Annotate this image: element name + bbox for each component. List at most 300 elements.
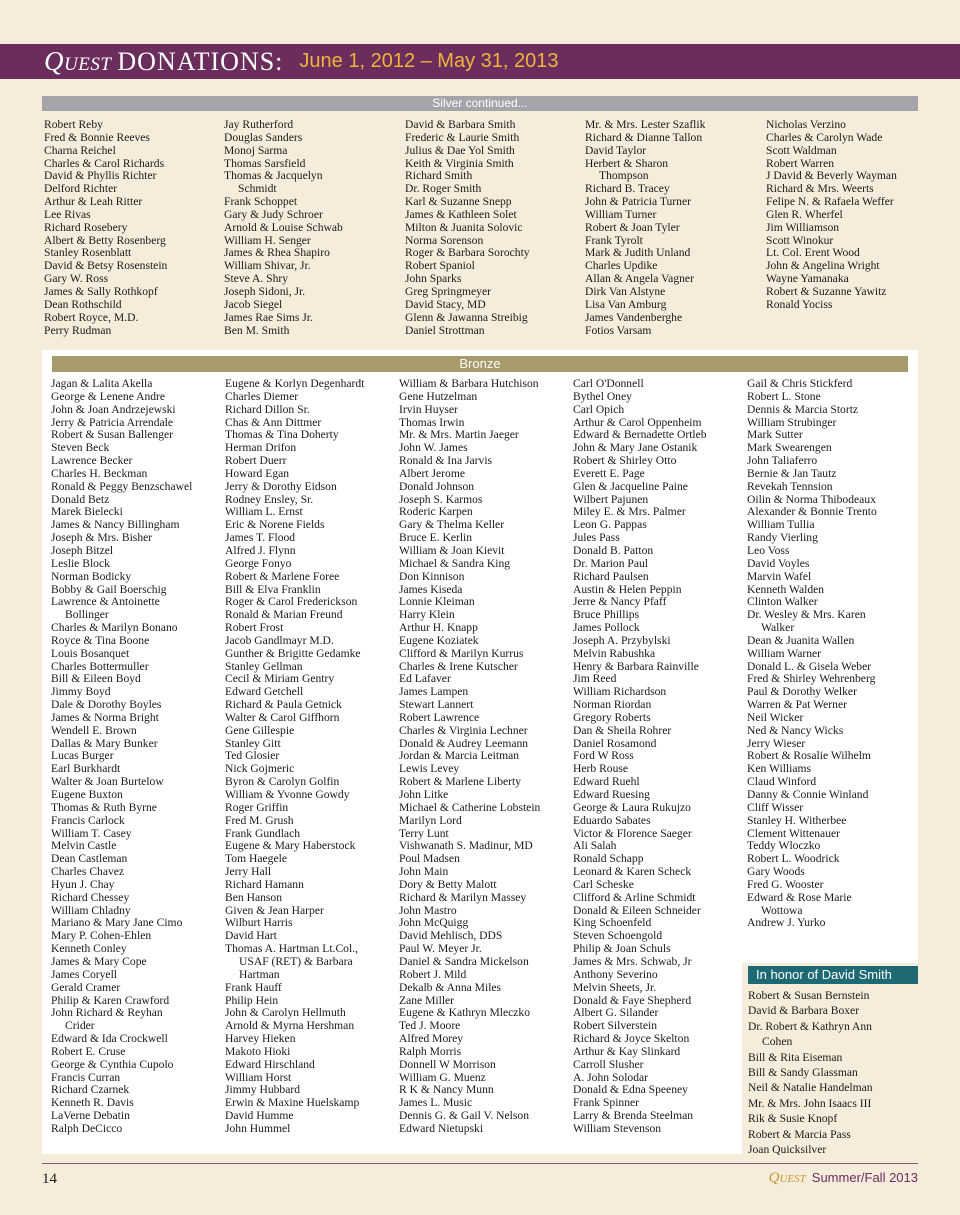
donor-name: William Strubinger	[747, 415, 837, 429]
donor-name: Dr. Robert & Kathryn Ann	[748, 1019, 872, 1033]
donor-name: Eugene Koziatek	[399, 633, 479, 647]
donor-name: Zane Miller	[399, 993, 455, 1007]
donor-name: Charles Updike	[585, 259, 658, 273]
donor-name: Harry Klein	[399, 608, 455, 622]
donor-name: Arnold & Louise Schwab	[224, 220, 343, 234]
donor-name: Fred & Bonnie Reeves	[44, 130, 150, 144]
donor-name: David & Betsy Rosenstein	[44, 259, 168, 273]
donor-name: Dr. Marion Paul	[573, 556, 649, 570]
donor-name: Victor & Florence Saeger	[573, 826, 692, 840]
donor-name: Ralph DeCicco	[51, 1121, 123, 1135]
donor-name: Greg Springmeyer	[405, 284, 491, 298]
donor-name: Jacob Siegel	[224, 297, 283, 311]
donor-name: Marilyn Lord	[399, 813, 462, 827]
header-title: DONATIONS:	[117, 46, 284, 76]
bronze-column-1	[51, 378, 192, 1136]
donor-name: Monoj Sarma	[224, 143, 288, 157]
donor-name: Dr. Roger Smith	[405, 182, 482, 196]
donor-name: Richard & Dianne Tallon	[585, 130, 703, 144]
donor-name: Frank Spinner	[573, 1096, 640, 1110]
donor-name: Charles Diemer	[225, 389, 299, 403]
donor-name: Walter & Joan Burtelow	[51, 775, 164, 789]
donor-name: Eugene & Kathryn Mleczko	[399, 1006, 531, 1020]
donor-name: Miley E. & Mrs. Palmer	[573, 505, 686, 519]
donor-name: Scott Winokur	[766, 233, 834, 247]
donor-name: Norma Sorenson	[405, 233, 484, 247]
donor-name: Richard Smith	[405, 169, 473, 183]
donor-name: Julius & Dae Yol Smith	[405, 143, 515, 157]
donor-name: James Vandenberghe	[585, 310, 683, 324]
donor-name: Steve A. Shry	[224, 272, 289, 286]
donor-name: Charles & Carolyn Wade	[766, 130, 883, 144]
donor-name: Jay Rutherford	[224, 118, 294, 131]
donor-name: Edward & Ida Crockwell	[51, 1032, 168, 1046]
donor-name: Mark Swearengen	[747, 441, 832, 455]
donor-name: Edward Hirschland	[225, 1057, 315, 1071]
donor-name: Vishwanath S. Madinur, MD	[399, 839, 533, 853]
donor-name: Robert Frost	[225, 621, 284, 635]
donor-name: Bill & Eileen Boyd	[51, 672, 141, 686]
donor-name: John & Angelina Wright	[766, 259, 880, 273]
donor-name: John Litke	[399, 788, 449, 801]
donor-name: Walter & Carol Giffhorn	[225, 710, 340, 724]
donor-name: Eugene & Mary Haberstock	[225, 839, 356, 853]
donor-name: Neil Wicker	[747, 710, 804, 724]
donor-name: Fred G. Wooster	[747, 877, 824, 891]
donor-name: Gunther & Brigitte Gedamke	[225, 646, 361, 660]
donor-name: Mark & Judith Unland	[585, 246, 691, 260]
donor-name: Lisa Van Amburg	[585, 297, 667, 311]
donor-name: Eduardo Sabates	[573, 813, 651, 827]
donor-name: Austin & Helen Peppin	[573, 582, 682, 596]
donor-name: Richard Rosebery	[44, 220, 128, 234]
donor-name: Charles & Marilyn Bonano	[51, 621, 178, 635]
donor-name: Melvin Rabushka	[573, 646, 656, 660]
donor-name: Richard Dillon Sr.	[225, 402, 310, 416]
donor-name: Robert Duerr	[225, 454, 287, 468]
donor-name: Dr. Wesley & Mrs. Karen	[747, 608, 866, 622]
donor-name: William H. Senger	[224, 233, 311, 247]
donor-name: Milton & Juanita Solovic	[405, 220, 523, 234]
donor-name: Eugene Buxton	[51, 788, 123, 801]
bronze-column-4	[573, 378, 707, 1136]
honor-list	[748, 988, 873, 1157]
donor-name: Leon G. Pappas	[573, 518, 647, 532]
donor-name: Royce & Tina Boone	[51, 633, 150, 647]
donor-name: Andrew J. Yurko	[747, 916, 826, 930]
donor-name: Harvey Hieken	[225, 1032, 296, 1046]
donor-name: Melvin Sheets, Jr.	[573, 980, 657, 994]
donor-name: David Mehlisch, DDS	[399, 929, 503, 943]
donor-name: Revekah Tennsion	[747, 479, 833, 493]
donor-name: Hartman	[239, 967, 280, 981]
donor-name: Dennis G. & Gail V. Nelson	[399, 1109, 529, 1123]
donor-name: James & Sally Rothkopf	[44, 284, 158, 298]
donor-name: Joseph A. Przybylski	[573, 633, 671, 647]
donor-name: Mr. & Mrs. Martin Jaeger	[399, 428, 519, 442]
donor-name: Ronald Yociss	[766, 297, 833, 311]
donor-name: Stanley Gitt	[225, 736, 281, 750]
donor-name: John & Mary Jane Ostanik	[573, 441, 698, 455]
donor-name: Thomas & Tina Doherty	[225, 428, 339, 442]
donor-name: Allan & Angela Vagner	[585, 272, 694, 286]
donor-name: David Hart	[225, 929, 277, 943]
donor-name: Thomas & Jacquelyn	[224, 169, 323, 183]
donor-name: A. John Solodar	[573, 1070, 649, 1084]
donor-name: Robert & Marlene Liberty	[399, 775, 522, 789]
donor-name: Jacob Gandlmayr M.D.	[225, 633, 334, 647]
donor-name: Crider	[65, 1019, 95, 1033]
donor-name: James L. Music	[399, 1096, 473, 1110]
donor-name: Neil & Natalie Handelman	[748, 1081, 873, 1095]
donor-name: Donald Johnson	[399, 479, 475, 493]
donor-name: Gerald Cramer	[51, 980, 121, 994]
donor-name: Robert L. Woodrick	[747, 852, 840, 866]
footer-issue	[769, 1170, 918, 1187]
donor-name: John Richard & Reyhan	[51, 1006, 163, 1020]
donor-name: Edward Getchell	[225, 685, 304, 699]
donor-name: Claud Winford	[747, 775, 817, 789]
bronze-section-bar: Bronze	[52, 356, 908, 372]
donor-name: Clifford & Marilyn Kurrus	[399, 646, 524, 660]
donor-name: John Hummel	[225, 1121, 291, 1135]
donor-name: Richard & Mrs. Weerts	[766, 182, 874, 196]
donor-name: Alfred J. Flynn	[225, 543, 296, 557]
donor-name: Bill & Sandy Glassman	[748, 1066, 858, 1080]
donor-name: William Stevenson	[573, 1121, 662, 1135]
donor-name: Dan & Sheila Rohrer	[573, 723, 672, 737]
donor-name: Byron & Carolyn Golfin	[225, 775, 340, 789]
donor-name: Larry & Brenda Steelman	[573, 1109, 694, 1123]
donor-name: James Kiseda	[399, 582, 463, 596]
donor-name: John Mastro	[399, 903, 457, 917]
donor-name: James & Rhea Shapiro	[224, 246, 330, 260]
donor-name: Dory & Betty Malott	[399, 877, 497, 891]
donor-name: Felipe N. & Rafaela Weffer	[766, 195, 894, 209]
donor-name: Daniel & Sandra Mickelson	[399, 954, 529, 968]
silver-column-1	[44, 119, 167, 337]
donor-name: Gary Woods	[747, 865, 805, 879]
page-header	[0, 44, 960, 79]
donor-name: David & Phyllis Richter	[44, 169, 157, 183]
donor-name: David Stacy, MD	[405, 297, 486, 311]
donor-name: Alexander & Bonnie Trento	[747, 505, 877, 519]
donor-name: John W. James	[399, 441, 468, 455]
donor-name: Stewart Lannert	[399, 698, 474, 712]
donor-name: Gary & Thelma Keller	[399, 518, 505, 532]
donor-name: Ronald Schapp	[573, 852, 644, 866]
donor-name: Clinton Walker	[747, 595, 818, 609]
donor-name: William Horst	[225, 1070, 292, 1084]
donor-name: Thompson	[599, 169, 649, 183]
header-dates: June 1, 2012 – May 31, 2013	[299, 50, 559, 72]
donor-name: Joseph S. Karmos	[399, 492, 483, 506]
donor-name: Robert & Marcia Pass	[748, 1127, 851, 1141]
donor-name: Robert & Suzanne Yawitz	[766, 284, 887, 298]
donor-name: Warren & Pat Werner	[747, 698, 847, 712]
donor-name: USAF (RET) & Barbara	[239, 954, 353, 968]
donor-name: Ford W Ross	[573, 749, 634, 763]
donor-name: Dirk Van Alstyne	[585, 284, 666, 298]
donor-name: Leo Voss	[747, 543, 790, 557]
donor-name: Hyun J. Chay	[51, 877, 115, 891]
donor-name: Roger Griffin	[225, 800, 289, 814]
donor-name: James & Nancy Billingham	[51, 518, 180, 532]
donor-name: William & Joan Kievit	[399, 543, 505, 557]
silver-column-5	[766, 119, 897, 312]
donor-name: Dean Castleman	[51, 852, 128, 866]
donor-name: Alfred Morey	[399, 1032, 464, 1046]
donor-name: Dean & Juanita Wallen	[747, 633, 855, 647]
donor-name: Don Kinnison	[399, 569, 465, 583]
donor-name: Richard Hamann	[225, 877, 304, 891]
donor-name: Ronald & Peggy Benzschawel	[51, 479, 193, 493]
donor-name: Edward & Bernadette Ortleb	[573, 428, 707, 442]
donor-name: Ali Salah	[573, 839, 617, 853]
donor-name: Nicholas Verzino	[766, 118, 846, 131]
bronze-column-2	[225, 378, 364, 1136]
donor-name: R K & Nancy Munn	[399, 1083, 494, 1097]
page-number: 14	[42, 1171, 57, 1187]
donor-name: Earl Burkhardt	[51, 762, 121, 776]
donor-name: Robert Spaniol	[405, 259, 475, 273]
donor-name: John & Joan Andrzejewski	[51, 402, 176, 416]
donor-name: George & Lenene Andre	[51, 389, 166, 403]
donor-name: Clement Wittenauer	[747, 826, 841, 840]
donor-name: Richard & Marilyn Massey	[399, 890, 527, 904]
donor-name: Lt. Col. Erent Wood	[766, 246, 860, 260]
donor-name: Edward Ruesing	[573, 788, 650, 801]
footer-brand: Quest	[768, 1170, 806, 1186]
donor-name: John & Carolyn Hellmuth	[225, 1006, 346, 1020]
donor-name: Daniel Strottman	[405, 323, 485, 337]
donor-name: Robert E. Cruse	[51, 1044, 126, 1058]
donor-name: Fotios Varsam	[585, 323, 652, 337]
donor-name: William Richardson	[573, 685, 667, 699]
donor-name: Robert J. Mild	[399, 967, 467, 981]
donor-name: Leonard & Karen Scheck	[573, 865, 692, 879]
donor-name: Ronald & Marian Freund	[225, 608, 343, 622]
donor-name: Jimmy Boyd	[51, 685, 111, 699]
donor-name: Arthur & Leah Ritter	[44, 195, 143, 209]
donor-name: Mary P. Cohen-Ehlen	[51, 929, 152, 943]
donor-name: Robert Warren	[766, 156, 835, 170]
donor-name: Ted J. Moore	[399, 1019, 461, 1033]
donor-name: William Shivar, Jr.	[224, 259, 311, 273]
donor-name: John Main	[399, 865, 449, 879]
donor-name: Francis Carlock	[51, 813, 125, 827]
donor-name: Bill & Rita Eiseman	[748, 1050, 843, 1064]
donor-name: Robert Royce, M.D.	[44, 310, 139, 324]
donor-name: Jerry & Patricia Arrendale	[51, 415, 174, 429]
donor-name: Jordan & Marcia Leitman	[399, 749, 520, 763]
donor-name: Fred M. Grush	[225, 813, 294, 827]
donor-name: Bruce E. Kerlin	[399, 531, 473, 545]
donor-name: Norman Bodicky	[51, 569, 132, 583]
donor-name: Danny & Connie Winland	[747, 788, 869, 801]
donor-name: Tom Haegele	[225, 852, 287, 866]
donor-name: Jagan & Lalita Akella	[51, 377, 153, 390]
donor-name: Edward Ruehl	[573, 775, 640, 789]
donor-name: Charna Reichel	[44, 143, 116, 157]
donor-name: Cohen	[762, 1035, 793, 1049]
donor-name: Dekalb & Anna Miles	[399, 980, 502, 994]
donor-name: Donald & Audrey Leemann	[399, 736, 529, 750]
donor-name: Scott Waldman	[766, 143, 837, 157]
donor-name: Carroll Slusher	[573, 1057, 644, 1071]
donor-name: Carl O'Donnell	[573, 377, 644, 390]
donor-name: Robert Silverstein	[573, 1019, 658, 1033]
donor-name: Makoto Hioki	[225, 1044, 291, 1058]
donor-name: Dallas & Mary Bunker	[51, 736, 158, 750]
donor-name: Keith & Virginia Smith	[405, 156, 514, 170]
donor-name: Dennis & Marcia Stortz	[747, 402, 859, 416]
donor-name: Steven Beck	[51, 441, 110, 455]
donor-name: Ben Hanson	[225, 890, 282, 904]
donor-name: William L. Ernst	[225, 505, 303, 519]
donor-name: Donald Betz	[51, 492, 110, 506]
donor-name: Thomas Sarsfield	[224, 156, 306, 170]
donor-name: James Lampen	[399, 685, 469, 699]
donor-name: John Sparks	[405, 272, 462, 286]
donor-name: Jerre & Nancy Pfaff	[573, 595, 667, 609]
donor-name: Clifford & Arline Schmidt	[573, 890, 696, 904]
donor-name: Gene Hutzelman	[399, 389, 478, 403]
donor-name: Mr. & Mrs. John Isaacs III	[748, 1096, 872, 1110]
donor-name: Lee Rivas	[44, 207, 91, 221]
donor-name: King Schoenfeld	[573, 916, 652, 930]
donor-name: Charles Bottermuller	[51, 659, 149, 673]
bronze-column-3	[399, 378, 540, 1136]
donor-name: Donnell W Morrison	[399, 1057, 496, 1071]
donor-name: Carl Opich	[573, 402, 625, 416]
donor-name: Everett E. Page	[573, 466, 645, 480]
donor-name: William Turner	[585, 207, 657, 221]
donor-name: Ben M. Smith	[224, 323, 290, 337]
donor-name: Daniel Rosamond	[573, 736, 657, 750]
donor-name: Walker	[761, 621, 795, 635]
donor-name: Frank Schoppet	[224, 195, 298, 209]
donor-name: Schmidt	[238, 182, 277, 196]
donor-name: Steven Schoengold	[573, 929, 663, 943]
silver-column-3	[405, 119, 530, 337]
donor-name: Wilburt Harris	[225, 916, 293, 930]
donor-name: Bollinger	[65, 608, 109, 622]
donor-name: Rik & Susie Knopf	[748, 1112, 838, 1126]
donor-name: Bill & Elva Franklin	[225, 582, 321, 596]
donor-name: Robert & Marlene Foree	[225, 569, 340, 583]
donor-name: Ken Williams	[747, 762, 812, 776]
donor-name: Arthur H. Knapp	[399, 621, 478, 635]
silver-column-2	[224, 119, 343, 337]
donor-name: Stanley Rosenblatt	[44, 246, 132, 260]
donor-name: Norman Riordan	[573, 698, 652, 712]
donor-name: Albert & Betty Rosenberg	[44, 233, 166, 247]
footer-rule	[42, 1163, 918, 1164]
donor-name: Frank Hauff	[225, 980, 282, 994]
donor-name: Thomas Irwin	[399, 415, 465, 429]
donor-name: Oilin & Norma Thibodeaux	[747, 492, 876, 506]
donor-name: Kenneth Conley	[51, 942, 127, 956]
donor-name: Glen R. Wherfel	[766, 207, 843, 221]
donor-name: Robert & Shirley Otto	[573, 454, 677, 468]
donor-name: Edward Nietupski	[399, 1121, 484, 1135]
footer-issue-text: Summer/Fall 2013	[811, 1170, 918, 1185]
donor-name: Bruce Phillips	[573, 608, 640, 622]
donor-name: James Pollock	[573, 621, 640, 635]
donor-name: Gail & Chris Stickferd	[747, 377, 853, 390]
donor-name: William & Barbara Hutchison	[399, 377, 539, 390]
donor-name: George Fonyo	[225, 556, 292, 570]
donor-name: Robert & Joan Tyler	[585, 220, 680, 234]
donor-name: Cliff Wisser	[747, 800, 804, 814]
donor-name: Richard & Joyce Skelton	[573, 1032, 690, 1046]
donor-name: Roderic Karpen	[399, 505, 473, 519]
donor-name: Wilbert Pajunen	[573, 492, 649, 506]
donor-name: Wayne Yamanaka	[766, 272, 849, 286]
donor-name: Charles H. Beckman	[51, 466, 148, 480]
donor-name: Robert L. Stone	[747, 389, 821, 403]
donor-name: Joseph & Mrs. Bisher	[51, 531, 153, 545]
donor-name: William T. Casey	[51, 826, 132, 840]
donor-name: Louis Bosanquet	[51, 646, 130, 660]
donor-name: Melvin Castle	[51, 839, 117, 853]
donor-name: Marvin Wafel	[747, 569, 812, 583]
donor-name: Ralph Morris	[399, 1044, 462, 1058]
donor-name: Robert & Susan Bernstein	[748, 989, 870, 1002]
donor-name: Richard B. Tracey	[585, 182, 670, 196]
donor-name: Terry Lunt	[399, 826, 449, 840]
donor-name: James Coryell	[51, 967, 118, 981]
donor-name: Carl Scheske	[573, 877, 634, 891]
donor-name: Irvin Huyser	[399, 402, 458, 416]
donor-name: Herb Rouse	[573, 762, 629, 776]
donor-name: Lonnie Kleiman	[399, 595, 475, 609]
donor-name: Gary W. Ross	[44, 272, 109, 286]
donor-name: David & Barbara Smith	[405, 118, 516, 131]
donor-name: Charles & Irene Kutscher	[399, 659, 518, 673]
bronze-column-5	[747, 378, 877, 930]
silver-column-4	[585, 119, 705, 337]
donor-name: Fred & Shirley Wehrenberg	[747, 672, 876, 686]
donor-name: Rodney Ensley, Sr.	[225, 492, 314, 506]
donor-name: Mark Sutter	[747, 428, 803, 442]
donor-name: Bobby & Gail Boerschig	[51, 582, 167, 596]
donor-name: Gregory Roberts	[573, 710, 651, 724]
donor-name: David Voyles	[747, 556, 810, 570]
donor-name: Robert & Susan Ballenger	[51, 428, 174, 442]
donor-name: Erwin & Maxine Huelskamp	[225, 1096, 360, 1110]
donor-name: Nick Gojmeric	[225, 762, 295, 776]
donor-name: Richard Chessey	[51, 890, 130, 904]
donor-name: George & Cynthia Cupolo	[51, 1057, 174, 1071]
donor-name: Richard Czarnek	[51, 1083, 130, 1097]
donor-name: William G. Muenz	[399, 1070, 486, 1084]
donor-name: Roger & Barbara Sorochty	[405, 246, 530, 260]
donor-name: Glenn & Jawanna Streibig	[405, 310, 528, 324]
donor-name: James & Mary Cope	[51, 954, 147, 968]
donor-name: Ned & Nancy Wicks	[747, 723, 844, 737]
donor-name: James & Norma Bright	[51, 710, 159, 724]
donor-name: Michael & Sandra King	[399, 556, 511, 570]
donor-name: Frank Tyrolt	[585, 233, 643, 247]
donor-name: Lawrence Becker	[51, 454, 133, 468]
donor-name: Robert Lawrence	[399, 710, 480, 724]
donor-name: Delford Richter	[44, 182, 118, 196]
donor-name: Glen & Jacqueline Paine	[573, 479, 688, 493]
donor-name: Charles Chavez	[51, 865, 125, 879]
donor-name: Richard Paulsen	[573, 569, 649, 583]
